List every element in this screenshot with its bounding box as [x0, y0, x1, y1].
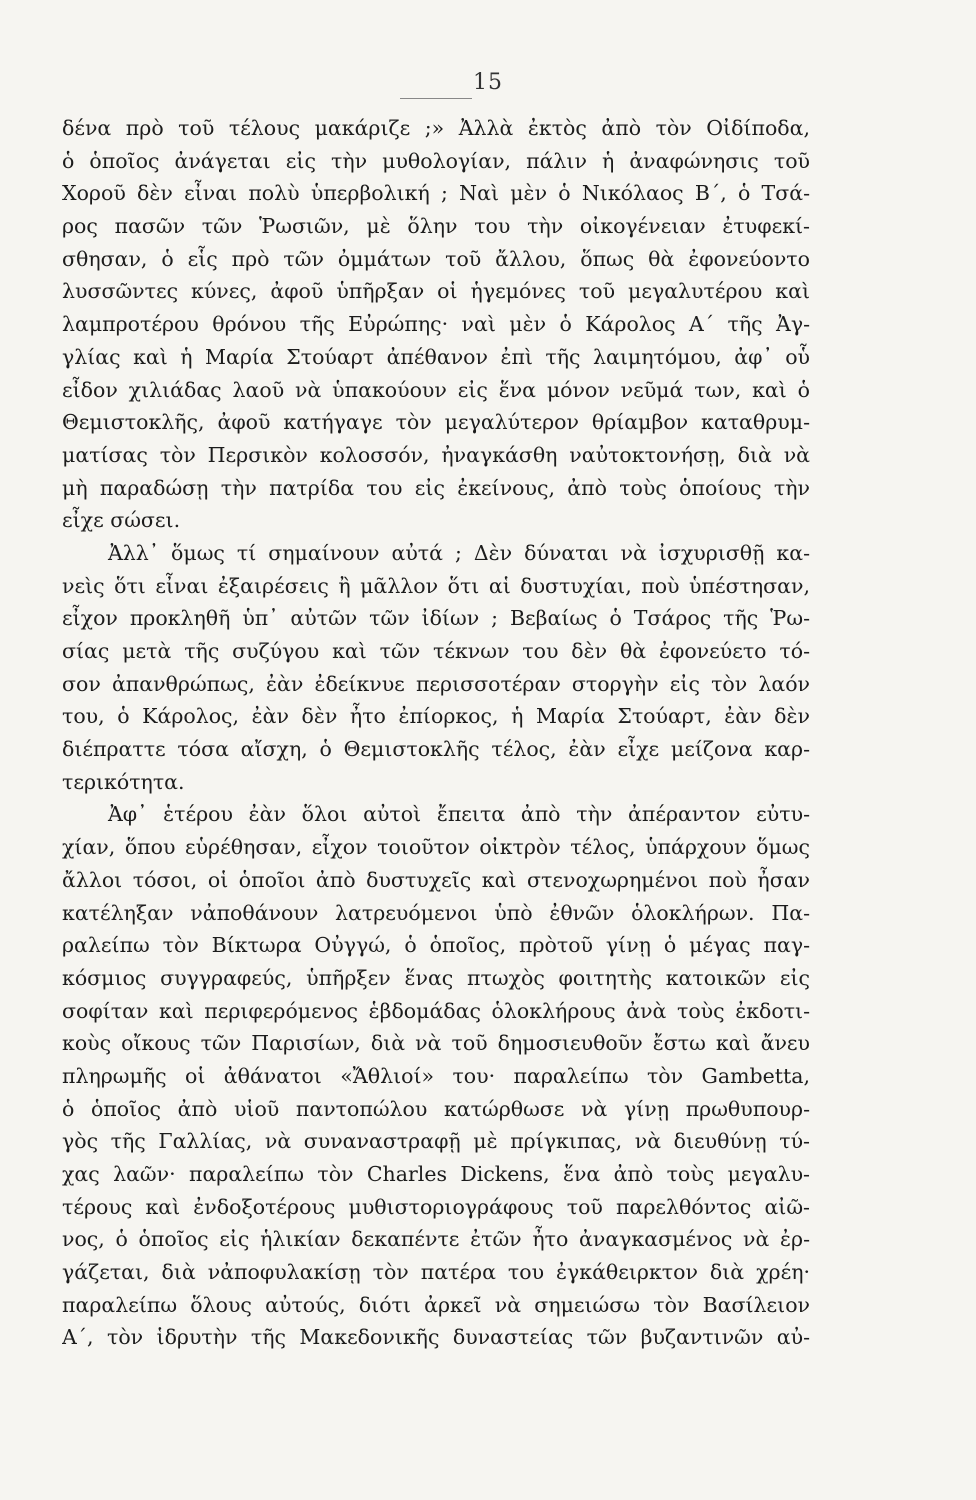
- text-line: νεὶς ὅτι εἶναι ἐξαιρέσεις ἢ μᾶλλον ὅτι αἱ δυστυχίαι, ποὺ ὑπέστησαν,: [62, 573, 810, 598]
- text-line: ραλείπω τὸν Βίκτωρα Οὐγγώ, ὁ ὁποῖος, πρὸτοῦ γίνῃ ὁ μέγας παγ-: [62, 933, 810, 958]
- text-line: σίας μετὰ τῆς συζύγου καὶ τῶν τέκνων του δὲν θὰ ἐφονεύετο τό-: [62, 639, 810, 663]
- text-line: νος, ὁ ὁποῖος εἰς ἡλικίαν δεκαπέντε ἐτῶν ἦτο ἀναγκασμένος νὰ ἐρ-: [62, 1227, 810, 1252]
- text-line: Θεμιστοκλῆς, ἀφοῦ κατήγαγε τὸν μεγαλύτερον θρίαμβον καταθρυμ-: [62, 410, 810, 435]
- text-line: κόσμιος συγγραφεύς, ὑπῆρξεν ἕνας πτωχὸς φοιτητὴς κατοικῶν εἰς: [62, 965, 810, 990]
- text-line: λαμπροτέρου θρόνου τῆς Εὐρώπης· ναὶ μὲν ὁ Κάρολος Α΄ τῆς Ἀγ-: [62, 312, 810, 337]
- text-line: κοὺς οἴκους τῶν Παρισίων, διὰ νὰ τοῦ δημοσιευθοῦν ἔστω καὶ ἄνευ: [62, 1031, 810, 1056]
- text-line: Α΄, τὸν ἱδρυτὴν τῆς Μακεδονικῆς δυναστείας τῶν βυζαντινῶν αὐ-: [62, 1325, 810, 1350]
- text-line: παραλείπω ὅλους αὐτούς, διότι ἀρκεῖ νὰ σημειώσω τὸν Βασίλειον: [62, 1292, 810, 1317]
- paragraph: [62, 537, 810, 799]
- text-line: Χοροῦ δὲν εἶναι πολὺ ὑπερβολική ; Ναὶ μὲν ὁ Νικόλαος Β΄, ὁ Τσά-: [62, 181, 810, 206]
- text-line: ὁ ὁποῖος ἀνάγεται εἰς τὴν μυθολογίαν, πάλιν ἡ ἀναφώνησις τοῦ: [62, 148, 810, 173]
- text-line: εἶχον προκληθῆ ὑπ᾽ αὐτῶν τῶν ἰδίων ; Βεβαίως ὁ Τσάρος τῆς Ῥω-: [62, 606, 810, 631]
- text-line: κατέληξαν νἀποθάνουν λατρευόμενοι ὑπὸ ἐθνῶν ὁλοκλήρων. Πα-: [62, 900, 810, 925]
- text-line: ἄλλοι τόσοι, οἱ ὁποῖοι ἀπὸ δυστυχεῖς καὶ στενοχωρημένοι ποὺ ἦσαν: [62, 867, 810, 892]
- page-number: 15: [473, 70, 503, 95]
- text-line: Ἀφ᾽ ἑτέρου ἐὰν ὅλοι αὐτοὶ ἔπειτα ἀπὸ τὴν ἀπέραντον εὐτυ-: [108, 802, 810, 827]
- text-line: χίαν, ὅπου εὑρέθησαν, εἶχον τοιοῦτον οἰκτρὸν τέλος, ὑπάρχουν ὅμως: [62, 835, 810, 860]
- text-line: τέρους καὶ ἐνδοξοτέρους μυθιστοριογράφους τοῦ παρελθόντος αἰῶ-: [62, 1194, 810, 1219]
- body-text: [62, 112, 810, 1354]
- text-line: γὸς τῆς Γαλλίας, νὰ συναναστραφῇ μὲ πρίγκιπας, νὰ διευθύνῃ τύ-: [62, 1129, 810, 1154]
- text-line: σθησαν, ὁ εἷς πρὸ τῶν ὀμμάτων τοῦ ἄλλου, ὅπως θὰ ἐφονεύοντο: [62, 246, 810, 271]
- text-line: σον ἀπανθρώπως, ἐὰν ἐδείκνυε περισσοτέραν στοργὴν εἰς τὸν λαόν: [62, 671, 810, 696]
- text-line: γλίας καὶ ἡ Μαρία Στούαρτ ἀπέθανον ἐπὶ τῆς λαιμητόμου, ἀφ᾽ οὗ: [62, 344, 810, 369]
- text-line: εἶχε σώσει.: [62, 508, 181, 533]
- text-line: μὴ παραδώσῃ τὴν πατρίδα του εἰς ἐκείνους, ἀπὸ τοὺς ὁποίους τὴν: [62, 475, 810, 500]
- text-line: πληρωμῆς οἱ ἀθάνατοι «Ἄθλιοί» του· παραλείπω τὸν Gambetta,: [62, 1063, 810, 1088]
- text-line: ρος πασῶν τῶν Ῥωσιῶν, μὲ ὅλην του τὴν οἰκογένειαν ἐτυφεκί-: [62, 214, 810, 239]
- text-line: σοφίταν καὶ περιφερόμενος ἑβδομάδας ὁλοκλήρους ἀνὰ τοὺς ἐκδοτι-: [62, 998, 810, 1023]
- text-line: Ἀλλ᾽ ὅμως τί σημαίνουν αὐτά ; Δὲν δύναται νὰ ἰσχυρισθῇ κα-: [108, 540, 810, 565]
- text-line: εἶδον χιλιάδας λαοῦ νὰ ὑπακούουν εἰς ἕνα μόνον νεῦμά των, καὶ ὁ: [62, 377, 810, 402]
- text-line: χας λαῶν· παραλείπω τὸν Charles Dickens, ἕνα ἀπὸ τοὺς μεγαλυ-: [62, 1162, 810, 1186]
- paragraph: [62, 798, 810, 1354]
- page-number-rule: [400, 98, 472, 99]
- text-line: ὁ ὁποῖος ἀπὸ υἱοῦ παντοπώλου κατώρθωσε νὰ γίνῃ πρωθυπουρ-: [62, 1096, 810, 1121]
- text-line: διέπραττε τόσα αἴσχη, ὁ Θεμιστοκλῆς τέλος, ἐὰν εἶχε μείζονα καρ-: [62, 737, 810, 762]
- text-line: τερικότητα.: [62, 769, 185, 794]
- text-line: ματίσας τὸν Περσικὸν κολοσσόν, ἠναγκάσθη ναὐτοκτονήσῃ, διὰ νὰ: [62, 442, 810, 467]
- text-line: γάζεται, διὰ νἀποφυλακίσῃ τὸν πατέρα του ἐγκάθειρκτον διὰ χρέη·: [62, 1260, 810, 1285]
- text-line: του, ὁ Κάρολος, ἐὰν δὲν ἦτο ἐπίορκος, ἡ Μαρία Στούαρτ, ἐὰν δὲν: [62, 704, 810, 729]
- text-line: λυσσῶντες κύνες, ἀφοῦ ὑπῆρξαν οἱ ἡγεμόνες τοῦ μεγαλυτέρου καὶ: [62, 279, 810, 304]
- text-line: δένα πρὸ τοῦ τέλους μακάριζε ;» Ἀλλὰ ἐκτὸς ἀπὸ τὸν Οἰδίποδα,: [62, 116, 810, 140]
- paragraph: [62, 112, 810, 537]
